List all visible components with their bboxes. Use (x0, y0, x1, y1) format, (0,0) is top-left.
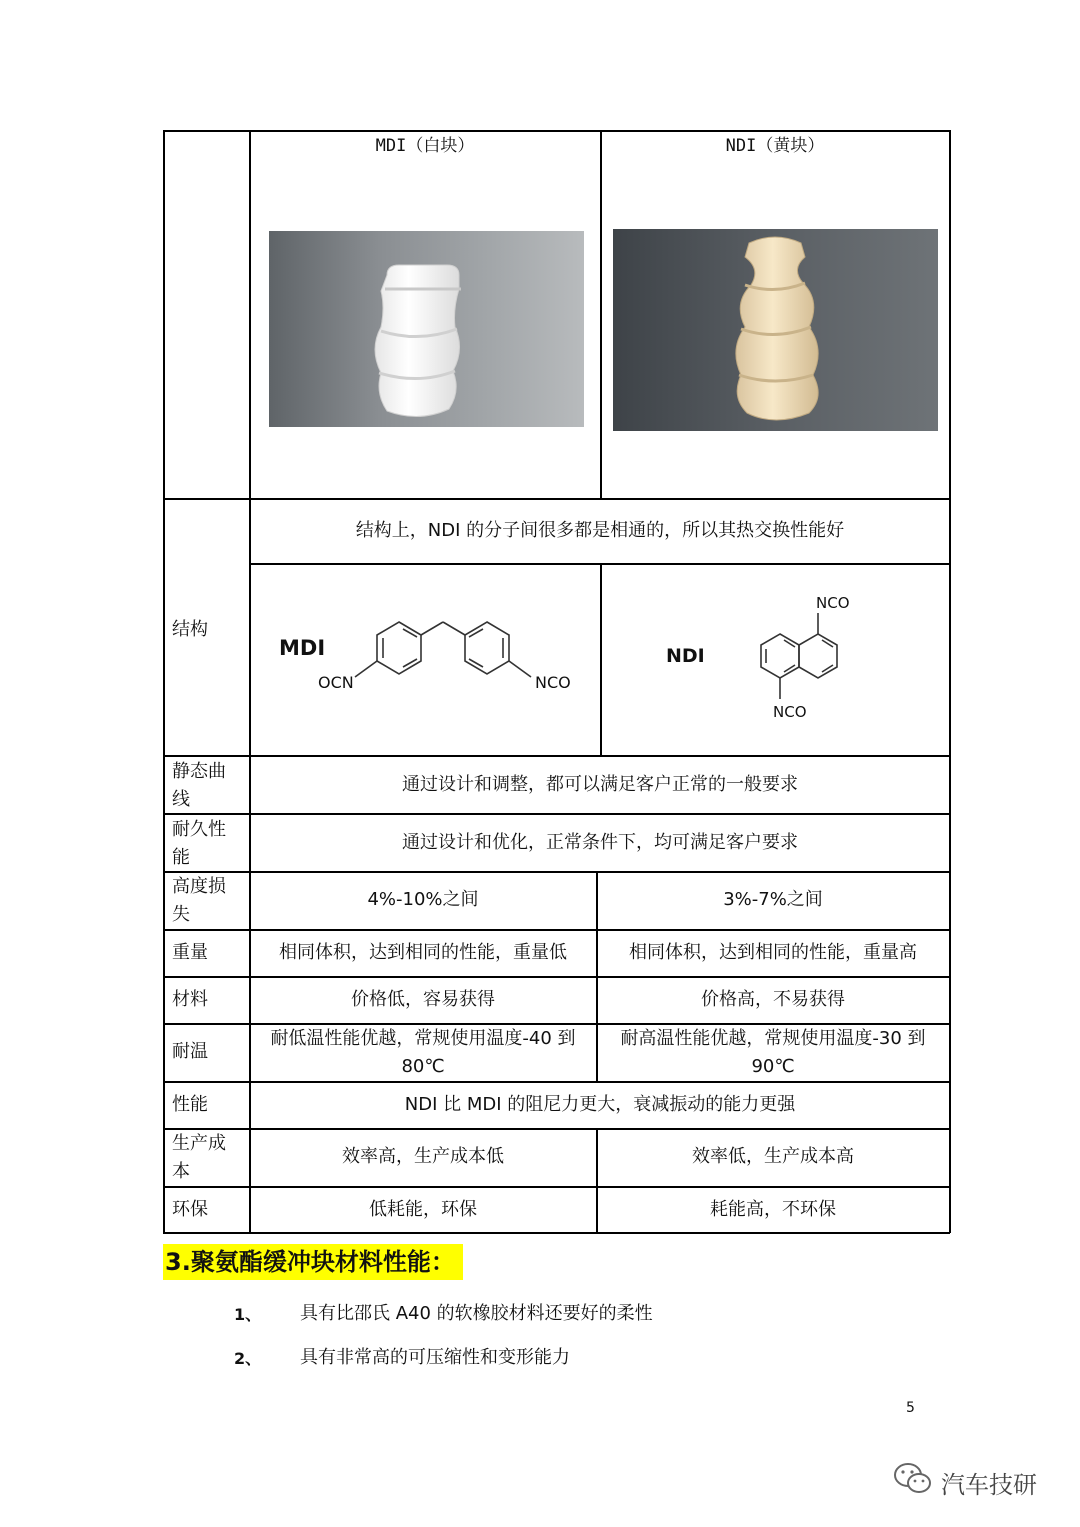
table-rule (163, 871, 950, 873)
list-item-text: 具有比邵氏 A40 的软橡胶材料还要好的柔性 (300, 1303, 653, 1324)
structure-summary: 结构上，NDI 的分子间很多都是相通的，所以其热交换性能好 (355, 520, 845, 541)
list-item-text: 具有非常高的可压缩性和变形能力 (300, 1347, 570, 1368)
table-rule (163, 1186, 950, 1188)
list-item-number: 2、 (234, 1349, 262, 1368)
row-label: 重量 (172, 942, 208, 963)
mdi-cell: 相同体积，达到相同的性能，重量低 (279, 942, 567, 963)
table-rule (163, 813, 950, 815)
table-rule (163, 1081, 950, 1083)
watermark (893, 1462, 1037, 1502)
mdi-ocn-group: OCN (318, 673, 354, 692)
wechat-icon (893, 1462, 933, 1502)
table-rule (163, 498, 950, 500)
header-mdi: MDI（白块） (375, 136, 475, 156)
section-heading: 3.聚氨酯缓冲块材料性能： (163, 1244, 463, 1280)
row-label: 材料 (172, 989, 208, 1010)
mdi-cell: 效率高，生产成本低 (342, 1146, 504, 1167)
list-item-number: 1、 (234, 1305, 262, 1324)
row-label: 环保 (172, 1199, 208, 1220)
ndi-cell: 价格高，不易获得 (701, 989, 845, 1010)
row-label: 高度损失 (172, 876, 226, 925)
ndi-cell: 耐高温性能优越，常规使用温度-30 到 90℃ (620, 1028, 926, 1077)
ndi-bumper-photo (613, 229, 938, 431)
mdi-nco-group: NCO (535, 673, 571, 692)
table-rule (163, 976, 950, 978)
mdi-cell: 低耗能，环保 (369, 1199, 477, 1220)
row-label: 静态曲线 (172, 761, 226, 810)
ndi-nco-top-group: NCO (816, 594, 850, 612)
page-number: 5 (906, 1400, 915, 1416)
mdi-bumper-photo (269, 231, 584, 427)
table-rule (163, 1128, 950, 1130)
row-label: 耐久性能 (172, 819, 226, 868)
mdi-structure-diagram (250, 565, 600, 755)
ndi-cell: 耗能高，不环保 (710, 1199, 836, 1220)
table-rule (163, 755, 950, 757)
mdi-cell: 价格低，容易获得 (351, 989, 495, 1010)
merged-cell: 通过设计和优化，正常条件下，均可满足客户要求 (402, 832, 798, 853)
ndi-nco-bottom-group: NCO (773, 703, 807, 721)
table-border-left (163, 130, 165, 1233)
row-label: 生产成本 (172, 1133, 226, 1182)
merged-cell: NDI 比 MDI 的阻尼力更大，衰减振动的能力更强 (404, 1094, 796, 1115)
header-ndi: NDI（黄块） (725, 136, 825, 156)
row-label-structure: 结构 (172, 619, 208, 640)
watermark-text: 汽车技研 (941, 1470, 1037, 1499)
mdi-formula-label: MDI (279, 636, 326, 660)
merged-cell: 通过设计和调整，都可以满足客户正常的一般要求 (402, 774, 798, 795)
ndi-cell: 相同体积，达到相同的性能，重量高 (629, 942, 917, 963)
table-rule (163, 929, 950, 931)
row-label: 性能 (172, 1094, 208, 1115)
ndi-structure-diagram (601, 565, 950, 755)
ndi-formula-label: NDI (666, 645, 705, 667)
table-rule (600, 130, 602, 499)
row-label: 耐温 (172, 1041, 208, 1062)
table-border-bottom (163, 1232, 950, 1234)
mdi-cell: 4%-10%之间 (367, 889, 479, 910)
ndi-cell: 效率低，生产成本高 (692, 1146, 854, 1167)
mdi-cell: 耐低温性能优越，常规使用温度-40 到 80℃ (270, 1028, 576, 1077)
ndi-cell: 3%-7%之间 (723, 889, 823, 910)
